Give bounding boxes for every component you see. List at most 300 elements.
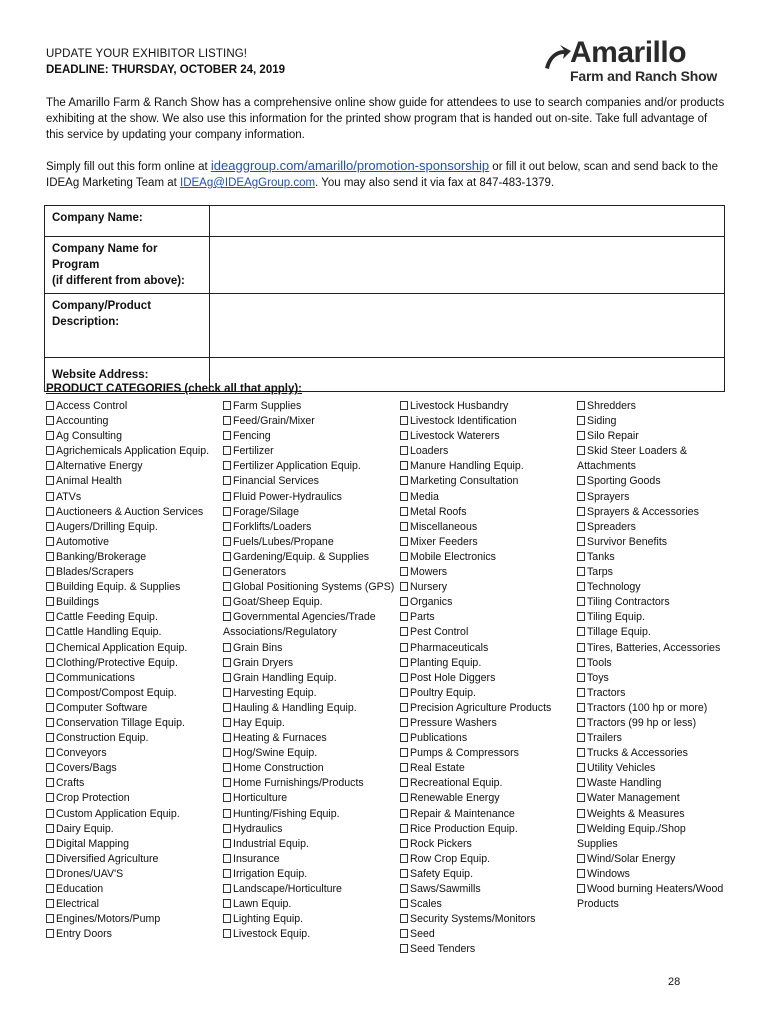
checkbox[interactable] [223,552,231,561]
category-item[interactable] [223,535,395,550]
checkbox[interactable] [400,793,408,802]
category-item[interactable] [577,520,727,535]
category-item[interactable] [223,459,395,474]
category-item[interactable] [223,912,395,927]
category-item[interactable] [46,837,216,852]
category-item[interactable] [400,897,572,912]
category-item[interactable] [400,731,572,746]
checkbox[interactable] [577,431,585,440]
category-item[interactable] [400,610,572,625]
category-item[interactable] [577,761,727,776]
category-item[interactable] [577,701,727,716]
category-item[interactable] [223,641,395,656]
category-item[interactable] [223,731,395,746]
checkbox[interactable] [400,431,408,440]
checkbox[interactable] [400,703,408,712]
category-item[interactable] [577,474,727,489]
checkbox[interactable] [400,809,408,818]
checkbox[interactable] [223,446,231,455]
category-label: Feed/Grain/Mixer [233,415,315,428]
category-item[interactable] [223,610,395,640]
category-item[interactable] [46,776,216,791]
category-item[interactable] [577,671,727,686]
checkbox[interactable] [400,718,408,727]
category-item[interactable] [577,490,727,505]
category-item[interactable] [46,927,216,942]
category-item[interactable] [400,746,572,761]
category-label: Chemical Application Equip. [56,641,188,654]
category-item[interactable] [46,882,216,897]
category-label: Media [410,490,439,503]
checkbox[interactable] [577,537,585,546]
category-item[interactable] [400,927,572,942]
category-label: Sporting Goods [587,475,661,488]
category-item[interactable] [400,701,572,716]
checkbox[interactable] [223,688,231,697]
checkbox[interactable] [577,446,585,455]
checkbox[interactable] [577,416,585,425]
category-item[interactable] [577,776,727,791]
category-label: Horticulture [233,792,288,805]
checkbox[interactable] [577,612,585,621]
category-item[interactable] [400,459,572,474]
category-item[interactable] [46,625,216,640]
category-item[interactable] [46,746,216,761]
category-item[interactable] [46,686,216,701]
category-item[interactable] [400,942,572,957]
category-item[interactable] [400,565,572,580]
category-item[interactable] [400,716,572,731]
checkbox[interactable] [46,597,54,606]
checkbox[interactable] [223,763,231,772]
category-item[interactable] [400,444,572,459]
checkbox[interactable] [46,748,54,757]
checkbox[interactable] [577,567,585,576]
checkbox[interactable] [46,884,54,893]
category-item[interactable] [400,520,572,535]
category-item[interactable] [46,459,216,474]
category-item[interactable] [577,686,727,701]
category-item[interactable] [223,656,395,671]
checkbox[interactable] [577,552,585,561]
checkbox[interactable] [400,507,408,516]
checkbox[interactable] [46,899,54,908]
category-item[interactable] [223,837,395,852]
category-item[interactable] [46,731,216,746]
checkbox[interactable] [577,884,585,893]
checkbox[interactable] [223,658,231,667]
category-item[interactable] [223,580,395,595]
checkbox[interactable] [46,612,54,621]
category-item[interactable] [46,716,216,731]
category-item[interactable] [46,852,216,867]
category-item[interactable] [46,867,216,882]
checkbox[interactable] [223,718,231,727]
category-item[interactable] [577,716,727,731]
category-item[interactable] [223,686,395,701]
checkbox[interactable] [400,461,408,470]
category-label: Post Hole Diggers [410,671,496,684]
category-item[interactable] [223,444,395,459]
category-label: Renewable Energy [410,792,500,805]
checkbox[interactable] [223,401,231,410]
category-item[interactable] [400,671,572,686]
checkbox[interactable] [400,839,408,848]
checkbox[interactable] [577,809,585,818]
checkbox[interactable] [400,643,408,652]
checkbox[interactable] [577,582,585,591]
checkbox[interactable] [577,763,585,772]
category-label: Livestock Equip. [233,928,311,941]
category-item[interactable] [46,897,216,912]
category-item[interactable] [223,399,395,414]
checkbox[interactable] [223,778,231,787]
checkbox[interactable] [46,718,54,727]
category-item[interactable] [400,912,572,927]
category-item[interactable] [400,474,572,489]
category-item[interactable] [400,535,572,550]
checkbox[interactable] [400,763,408,772]
checkbox[interactable] [46,461,54,470]
checkbox[interactable] [46,537,54,546]
checkbox[interactable] [400,778,408,787]
checkbox[interactable] [577,778,585,787]
checkbox[interactable] [46,431,54,440]
checkbox[interactable] [223,854,231,863]
checkbox[interactable] [223,839,231,848]
checkbox[interactable] [46,778,54,787]
checkbox[interactable] [400,582,408,591]
category-item[interactable] [577,595,727,610]
checkbox[interactable] [223,824,231,833]
logo-title: Amarillo [570,36,687,69]
category-item[interactable] [223,776,395,791]
category-item[interactable] [46,474,216,489]
email-link[interactable]: IDEAg@IDEAgGroup.com [180,177,316,189]
checkbox[interactable] [223,929,231,938]
checkbox[interactable] [223,914,231,923]
checkbox[interactable] [400,552,408,561]
checkbox[interactable] [223,522,231,531]
category-item[interactable] [46,550,216,565]
checkbox[interactable] [223,582,231,591]
category-item[interactable] [577,399,727,414]
checkbox[interactable] [46,854,54,863]
category-item[interactable] [46,807,216,822]
checkbox[interactable] [223,793,231,802]
category-label: Tiling Contractors [587,596,670,609]
checkbox[interactable] [577,476,585,485]
checkbox[interactable] [46,763,54,772]
checkbox[interactable] [46,416,54,425]
checkbox[interactable] [400,537,408,546]
category-item[interactable] [46,565,216,580]
category-item[interactable] [46,701,216,716]
category-item[interactable] [223,867,395,882]
category-item[interactable] [223,882,395,897]
category-item[interactable] [400,414,572,429]
category-item[interactable] [577,882,727,912]
category-item[interactable] [400,852,572,867]
category-item[interactable] [577,822,727,852]
category-item[interactable] [400,882,572,897]
checkbox[interactable] [577,658,585,667]
checkbox[interactable] [400,612,408,621]
checkbox[interactable] [400,944,408,953]
category-item[interactable] [223,716,395,731]
category-item[interactable] [400,656,572,671]
checkbox[interactable] [400,673,408,682]
checkbox[interactable] [46,582,54,591]
checkbox[interactable] [577,824,585,833]
checkbox[interactable] [46,567,54,576]
checkbox[interactable] [577,627,585,636]
category-item[interactable] [400,837,572,852]
category-item[interactable] [223,701,395,716]
checkbox[interactable] [223,748,231,757]
checkbox[interactable] [577,718,585,727]
checkbox[interactable] [223,597,231,606]
category-item[interactable] [400,776,572,791]
category-item[interactable] [223,746,395,761]
checkbox[interactable] [400,884,408,893]
checkbox[interactable] [400,627,408,636]
checkbox[interactable] [400,416,408,425]
checkbox[interactable] [46,522,54,531]
checkbox[interactable] [46,703,54,712]
checkbox[interactable] [46,914,54,923]
checkbox[interactable] [577,401,585,410]
checkbox[interactable] [46,658,54,667]
checkbox[interactable] [46,688,54,697]
category-item[interactable] [223,505,395,520]
checkbox[interactable] [223,476,231,485]
category-item[interactable] [400,550,572,565]
checkbox[interactable] [46,869,54,878]
checkbox[interactable] [577,643,585,652]
category-item[interactable] [46,656,216,671]
category-item[interactable] [400,641,572,656]
category-label: Banking/Brokerage [56,550,147,563]
category-item[interactable] [577,535,727,550]
checkbox[interactable] [400,854,408,863]
checkbox[interactable] [46,401,54,410]
checkbox[interactable] [46,492,54,501]
category-item[interactable] [46,505,216,520]
category-item[interactable] [46,641,216,656]
category-item[interactable] [223,671,395,686]
category-item[interactable] [223,595,395,610]
category-item[interactable] [577,625,727,640]
checkbox[interactable] [577,492,585,501]
category-item[interactable] [46,444,216,459]
category-item[interactable] [577,565,727,580]
category-item[interactable] [223,852,395,867]
category-item[interactable] [223,807,395,822]
checkbox[interactable] [46,673,54,682]
category-item[interactable] [400,807,572,822]
instructions-paragraph [46,158,736,191]
checkbox[interactable] [400,492,408,501]
checkbox[interactable] [400,929,408,938]
category-item[interactable] [577,852,727,867]
checkbox[interactable] [223,884,231,893]
checkbox[interactable] [577,748,585,757]
program-name-field[interactable] [210,237,725,294]
checkbox[interactable] [400,446,408,455]
checkbox[interactable] [223,567,231,576]
checkbox[interactable] [223,461,231,470]
checkbox[interactable] [400,914,408,923]
checkbox[interactable] [577,673,585,682]
category-item[interactable] [400,625,572,640]
category-label: Pharmaceuticals [410,641,489,654]
category-item[interactable] [223,429,395,444]
checkbox[interactable] [577,733,585,742]
checkbox[interactable] [223,869,231,878]
category-item[interactable] [46,535,216,550]
category-item[interactable] [400,761,572,776]
category-item[interactable] [400,822,572,837]
checkbox[interactable] [223,703,231,712]
checkbox[interactable] [577,854,585,863]
category-item[interactable] [46,610,216,625]
checkbox[interactable] [223,673,231,682]
checkbox[interactable] [46,733,54,742]
category-item[interactable] [400,429,572,444]
category-item[interactable] [223,550,395,565]
category-item[interactable] [46,429,216,444]
category-item[interactable] [223,791,395,806]
checkbox[interactable] [46,824,54,833]
checkbox[interactable] [400,476,408,485]
checkbox[interactable] [400,733,408,742]
category-item[interactable] [577,550,727,565]
checkbox[interactable] [46,552,54,561]
category-item[interactable] [400,490,572,505]
category-item[interactable] [223,897,395,912]
category-item[interactable] [223,565,395,580]
checkbox[interactable] [577,522,585,531]
checkbox[interactable] [400,869,408,878]
category-item[interactable] [577,641,727,656]
category-label: Alternative Energy [56,460,143,473]
category-item[interactable] [46,520,216,535]
category-item[interactable] [46,912,216,927]
instructions-post: . You may also send it via fax at 847-483-1379. [315,177,555,189]
category-item[interactable] [577,444,727,474]
category-item[interactable] [46,580,216,595]
category-item[interactable] [46,791,216,806]
category-item[interactable] [46,822,216,837]
checkbox[interactable] [400,899,408,908]
category-item[interactable] [46,414,216,429]
checkbox[interactable] [577,793,585,802]
checkbox[interactable] [46,809,54,818]
category-label: Sprayers & Accessories [587,505,699,518]
category-item[interactable] [577,610,727,625]
category-item[interactable] [46,761,216,776]
category-item[interactable] [577,505,727,520]
category-item[interactable] [400,595,572,610]
category-item[interactable] [577,731,727,746]
category-item[interactable] [400,686,572,701]
category-item[interactable] [577,807,727,822]
checkbox[interactable] [577,688,585,697]
category-label: Heating & Furnaces [233,732,327,745]
checkbox[interactable] [223,809,231,818]
category-item[interactable] [577,580,727,595]
category-item[interactable] [400,791,572,806]
category-item[interactable] [223,927,395,942]
checkbox[interactable] [223,899,231,908]
category-item[interactable] [577,414,727,429]
checkbox[interactable] [46,839,54,848]
category-item[interactable] [577,429,727,444]
checkbox[interactable] [400,748,408,757]
checkbox[interactable] [46,446,54,455]
category-item[interactable] [577,867,727,882]
checkbox[interactable] [223,492,231,501]
checkbox[interactable] [46,929,54,938]
checkbox[interactable] [577,703,585,712]
checkbox[interactable] [46,476,54,485]
checkbox[interactable] [577,507,585,516]
category-item[interactable] [400,580,572,595]
category-item[interactable] [223,414,395,429]
category-item[interactable] [46,671,216,686]
checkbox[interactable] [577,597,585,606]
checkbox[interactable] [223,612,231,621]
checkbox[interactable] [46,507,54,516]
category-item[interactable] [400,399,572,414]
category-item[interactable] [223,822,395,837]
category-item[interactable] [223,474,395,489]
checkbox[interactable] [400,522,408,531]
category-item[interactable] [577,746,727,761]
category-item[interactable] [223,490,395,505]
checkbox[interactable] [223,537,231,546]
checkbox[interactable] [223,643,231,652]
checkbox[interactable] [223,431,231,440]
checkbox[interactable] [400,824,408,833]
description-field[interactable] [210,294,725,358]
checkbox[interactable] [46,643,54,652]
company-name-field[interactable] [210,206,725,237]
category-item[interactable] [46,595,216,610]
checkbox[interactable] [223,507,231,516]
checkbox[interactable] [223,416,231,425]
checkbox[interactable] [400,688,408,697]
checkbox[interactable] [46,627,54,636]
category-item[interactable] [400,867,572,882]
category-item[interactable] [400,505,572,520]
category-item[interactable] [46,399,216,414]
checkbox[interactable] [577,869,585,878]
category-item[interactable] [577,656,727,671]
checkbox[interactable] [400,401,408,410]
checkbox[interactable] [400,658,408,667]
checkbox[interactable] [400,567,408,576]
checkbox[interactable] [223,733,231,742]
category-item[interactable] [46,490,216,505]
promotion-link[interactable]: ideaggroup.com/amarillo/promotion-sponsorship [210,158,490,173]
category-item[interactable] [577,791,727,806]
category-item[interactable] [223,761,395,776]
checkbox[interactable] [46,793,54,802]
checkbox[interactable] [400,597,408,606]
category-item[interactable] [223,520,395,535]
